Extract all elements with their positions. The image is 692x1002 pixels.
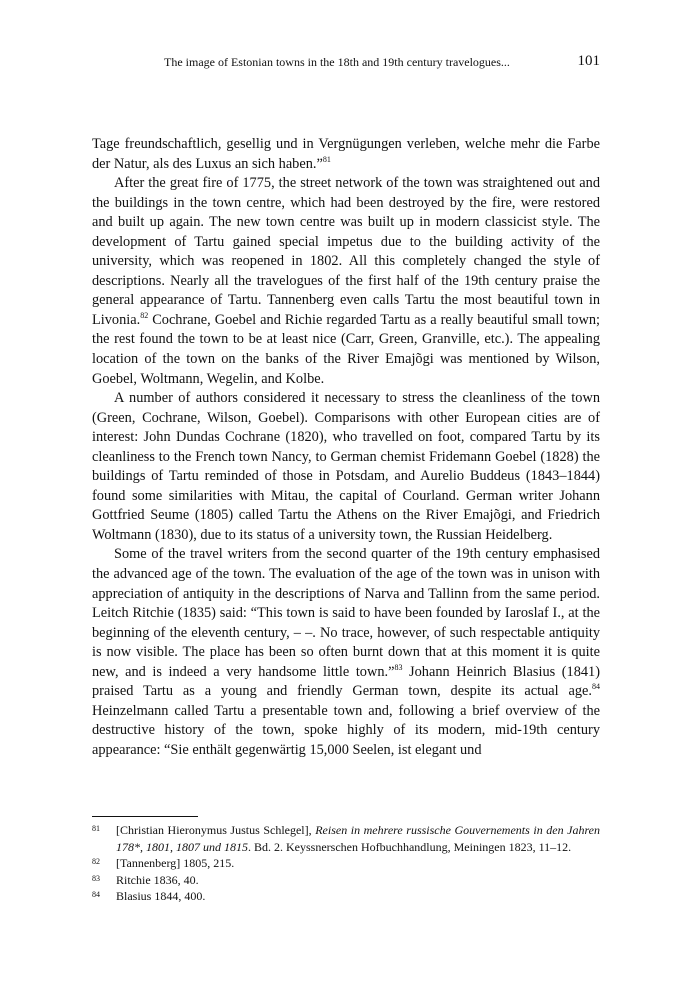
footnote-text [116, 822, 600, 855]
paragraph-2-text-a: After the great fire of 1775, the street network of the town was straightened out and the buildings in the town centre, which had been destroyed by the fire, were restored and built up again. The new town centre was built up in modern classicist style. The development of Tartu gained special impetus due to the building activity of the university, which was reopened in 1802. All this completely changed the style of descriptions. Nearly all the travelogues of the first half of the 19th century praise the general appearance of Tartu. Tannenberg even calls Tartu the most beautiful town in Livonia. [92, 175, 600, 328]
footnote-83 [92, 872, 600, 889]
paragraph-4-text-a: Some of the travel writers from the second quarter of the 19th century emphasised the advanced age of the town. The evaluation of the age of the town was in unison with appreciation of antiquity in the descriptions of Narva and Tallinn from the same period. Leitch Ritchie (1835) said: “This town is said to have been founded by Iaroslaf I., at the beginning of the eleventh century, – –. No trace, however, of such respectable antiquity is now visible. The place has been so often burnt down that at this moment it is quite new, and is indeed a very handsome little town.” [92, 546, 600, 680]
footnote-mark: 83 [92, 873, 100, 883]
paragraph-1 [92, 135, 600, 174]
footnote-ref-84: 84 [592, 682, 600, 692]
footnote-mark: 81 [92, 824, 100, 833]
paragraph-2-text-b: Cochrane, Goebel and Richie regarded Tartu as a really beautiful small town; the rest found the town to be at least nice (Carr, Green, Granville, etc.). The appealing location of the town on the banks of the River Emajõgi was mentioned by Wilson, Goebel, Woltmann, Wegelin, and Kolbe. [92, 311, 600, 387]
footnote-82 [92, 855, 600, 872]
footnote-text: Ritchie 1836, 40. [116, 872, 199, 887]
paragraph-3: A number of authors considered it necessary to stress the cleanliness of the town (Green, Cochrane, Wilson, Goebel). Comparisons with other European cities are of interest: John Dundas Cochrane (1820), who travelled on foot, compared Tartu by its cleanliness to the French town Nancy, to German chemist Fridemann Goebel (1828) the buildings of Tartu reminded of those in Potsdam, and Aurelio Buddeus (1843–1844) found some similarities with Mitau, the capital of Courland. German writer Johann Gottfried Seume (1805) called Tartu the Athens on the River Emajõgi, and Friedrich Woltmann (1830), due to its status of a university town, the Russian Heidelberg. [92, 390, 600, 543]
paragraph-4 [92, 545, 600, 760]
footnote-text-pre: [Christian Hieronymus Justus Schlegel], [116, 823, 316, 837]
footnote-rule [92, 816, 198, 817]
body-text [92, 135, 600, 761]
page-number: 101 [577, 53, 600, 69]
footnote-text: Blasius 1844, 400. [116, 889, 206, 904]
paragraph-4-text-c: Heinzelmann called Tartu a presentable town and, following a brief overview of the destructive history of the town, spoke highly of its modern, mid-19th century appearance: “Sie enthält gegenwärtig 15,000 Seelen, ist elegant und [92, 702, 600, 758]
footnote-ref-82: 82 [140, 311, 149, 321]
footnote-ref-83: 83 [394, 662, 403, 672]
footnote-book-title: Reisen in mehrere russische Gouvernements in den Jahren 178*, 1801, 1807 und 1815 [116, 823, 600, 854]
footnotes [92, 822, 600, 905]
footnote-text-post: . Bd. 2. Keyssnerschen Hofbuchhandlung, Meiningen 1823, 11–12. [248, 839, 572, 854]
footnote-mark: 84 [92, 890, 100, 900]
footnote-81 [92, 822, 600, 855]
paragraph-2 [92, 174, 600, 389]
footnote-text: [Tannenberg] 1805, 215. [116, 856, 235, 871]
footnote-84 [92, 888, 600, 905]
paragraph-4-text-b: Johann Heinrich Blasius (1841) praised Tartu as a young and friendly German town, despite its actual age. [92, 663, 600, 700]
footnote-ref-81: 81 [322, 154, 331, 164]
running-header [92, 53, 600, 73]
running-title: The image of Estonian towns in the 18th and 19th century travelogues... [164, 55, 510, 69]
paragraph-1-text: Tage freundschaftlich, gesellig und in Vergnügungen verleben, welche mehr die Farbe der Natur, als des Luxus an sich haben.” [92, 136, 600, 172]
footnote-mark: 82 [92, 857, 100, 867]
